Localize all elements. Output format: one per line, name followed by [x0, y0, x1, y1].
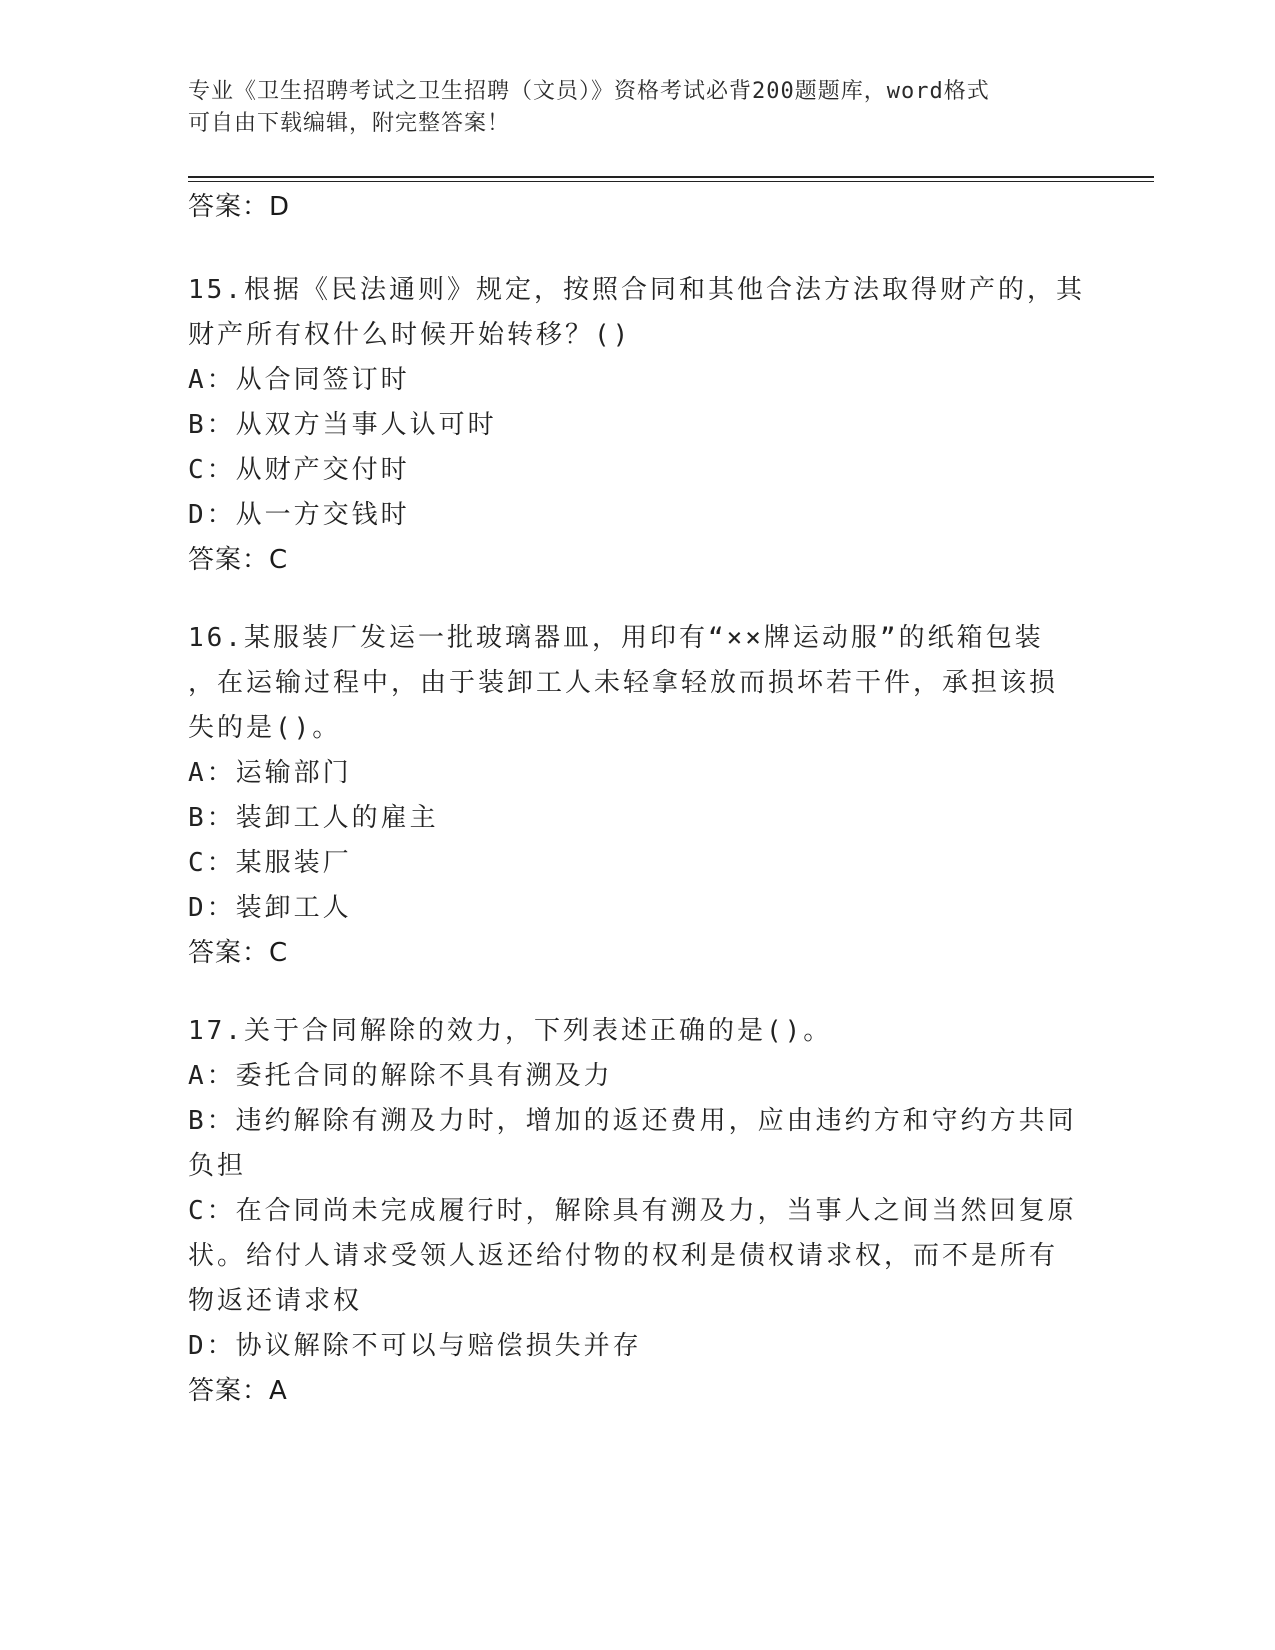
option-b: B：装卸工人的雇主 [188, 803, 439, 833]
header-divider-thick [188, 176, 1154, 178]
option-a: A：运输部门 [188, 758, 352, 788]
question-stem-line: 失的是()。 [188, 713, 342, 743]
document-header [188, 76, 1068, 140]
option-d: D：从一方交钱时 [188, 500, 410, 530]
question-15 [188, 268, 1088, 583]
option-d: D：装卸工人 [188, 893, 352, 923]
question-stem-line: ，在运输过程中，由于装卸工人未轻拿轻放而损坏若干件，承担该损 [188, 668, 1059, 698]
option-d: D：协议解除不可以与赔偿损失并存 [188, 1331, 642, 1361]
header-line-1: 专业《卫生招聘考试之卫生招聘（文员）》资格考试必背200题题库，word格式 [188, 79, 990, 104]
question-stem-line: 17.关于合同解除的效力，下列表述正确的是()。 [188, 1016, 833, 1046]
option-b: B：违约解除有溯及力时，增加的返还费用，应由违约方和守约方共同 [188, 1106, 1077, 1136]
answer: 答案：C [188, 938, 289, 968]
option-c-continued: 物返还请求权 [188, 1286, 363, 1316]
previous-answer: 答案：D [188, 192, 291, 222]
answer: 答案：A [188, 1376, 288, 1406]
option-b: B：从双方当事人认可时 [188, 410, 497, 440]
question-stem-line: 16.某服装厂发运一批玻璃器皿，用印有“××牌运动服”的纸箱包装 [188, 623, 1044, 653]
option-c: C：从财产交付时 [188, 455, 410, 485]
header-line-2: 可自由下载编辑，附完整答案！ [188, 111, 511, 136]
option-a: A：从合同签订时 [188, 365, 410, 395]
question-16 [188, 616, 1088, 976]
question-stem-line: 财产所有权什么时候开始转移？() [188, 320, 632, 350]
option-c: C：在合同尚未完成履行时，解除具有溯及力，当事人之间当然回复原 [188, 1196, 1077, 1226]
question-17 [188, 1009, 1088, 1414]
option-b-continued: 负担 [188, 1151, 247, 1181]
question-stem-line: 15.根据《民法通则》规定，按照合同和其他合法方法取得财产的，其 [188, 275, 1085, 305]
option-c-continued: 状。给付人请求受领人返还给付物的权利是债权请求权，而不是所有 [188, 1241, 1059, 1271]
option-a: A：委托合同的解除不具有溯及力 [188, 1061, 613, 1091]
answer: 答案：C [188, 545, 289, 575]
header-divider-thin [188, 181, 1154, 182]
option-c: C：某服装厂 [188, 848, 352, 878]
